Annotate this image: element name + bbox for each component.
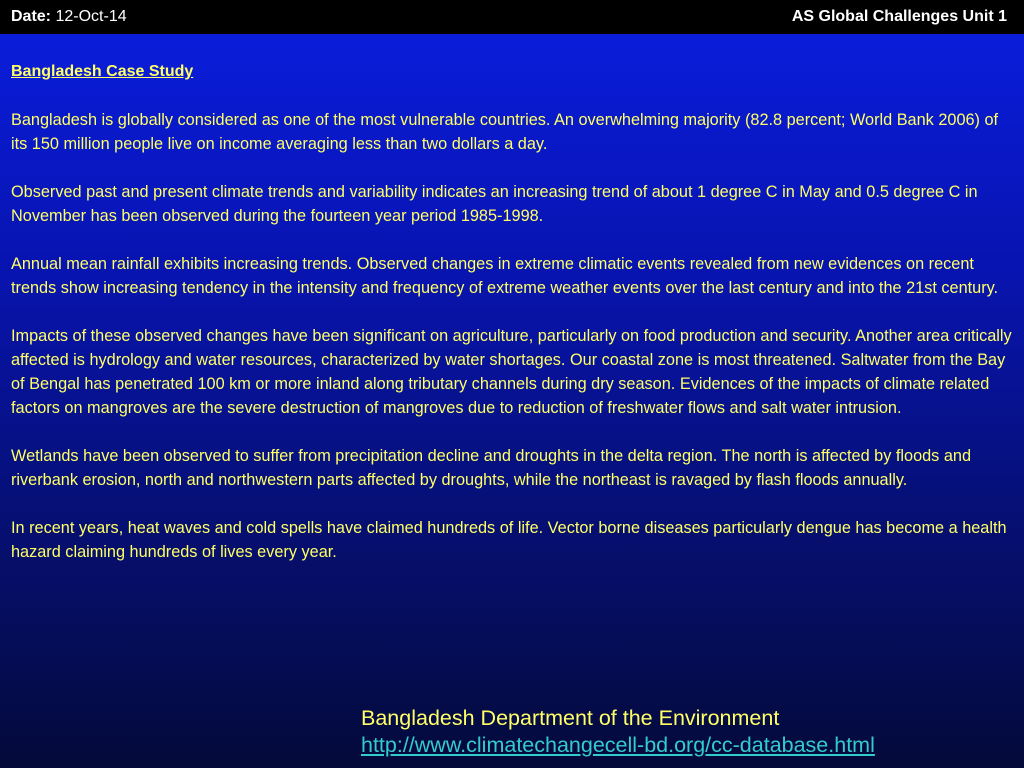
paragraph-wetlands: Wetlands have been observed to suffer from precipitation decline and droughts in the delta region. The north is affected by floods and riverbank erosion, north and northwestern parts affected by droughts, while the northeast is ravaged by flash floods annually. (11, 447, 972, 489)
header-date (11, 8, 127, 26)
case-study-title: Bangladesh Case Study (11, 63, 194, 80)
date-label: Date: (11, 8, 52, 25)
paragraph-health: In recent years, heat waves and cold spells have claimed hundreds of life. Vector borne diseases particularly dengue has become a health hazard claiming hundreds of lives every year. (11, 519, 1007, 561)
paragraph-rainfall: Annual mean rainfall exhibits increasing trends. Observed changes in extreme climatic events revealed from new evidences on recent trends show increasing tendency in the intensity and frequency of extreme weather events over the last century and into the 21st century. (11, 255, 999, 297)
paragraph-impacts: Impacts of these observed changes have been significant on agriculture, particularly on food production and security. Another area critically affected is hydrology and water resources, characterized by water shortages. Our coastal zone is most threatened. Saltwater from the Bay of Bengal has penetrated 100 km or more inland along tributary channels during dry season. Evidences of the impacts of climate related factors on mangroves are the severe destruction of mangroves due to reduction of freshwater flows and salt water intrusion. (11, 327, 1012, 417)
source-citation (361, 705, 1011, 759)
header-bar (0, 0, 1024, 34)
paragraph-temperature-trends: Observed past and present climate trends and variability indicates an increasing trend of about 1 degree C in May and 0.5 degree C in November has been observed during the fourteen year period 1985-1998. (11, 183, 978, 225)
course-title: AS Global Challenges Unit 1 (791, 8, 1007, 25)
main-content (11, 60, 1013, 588)
paragraph-vulnerability: Bangladesh is globally considered as one of the most vulnerable countries. An overwhelming majority (82.8 percent; World Bank 2006) of its 150 million people live on income averaging less than two dollars a day. (11, 111, 999, 153)
date-value: 12-Oct-14 (55, 8, 127, 25)
source-name: Bangladesh Department of the Environment (361, 706, 780, 730)
source-link[interactable]: http://www.climatechangecell-bd.org/cc-database.html (361, 733, 875, 757)
